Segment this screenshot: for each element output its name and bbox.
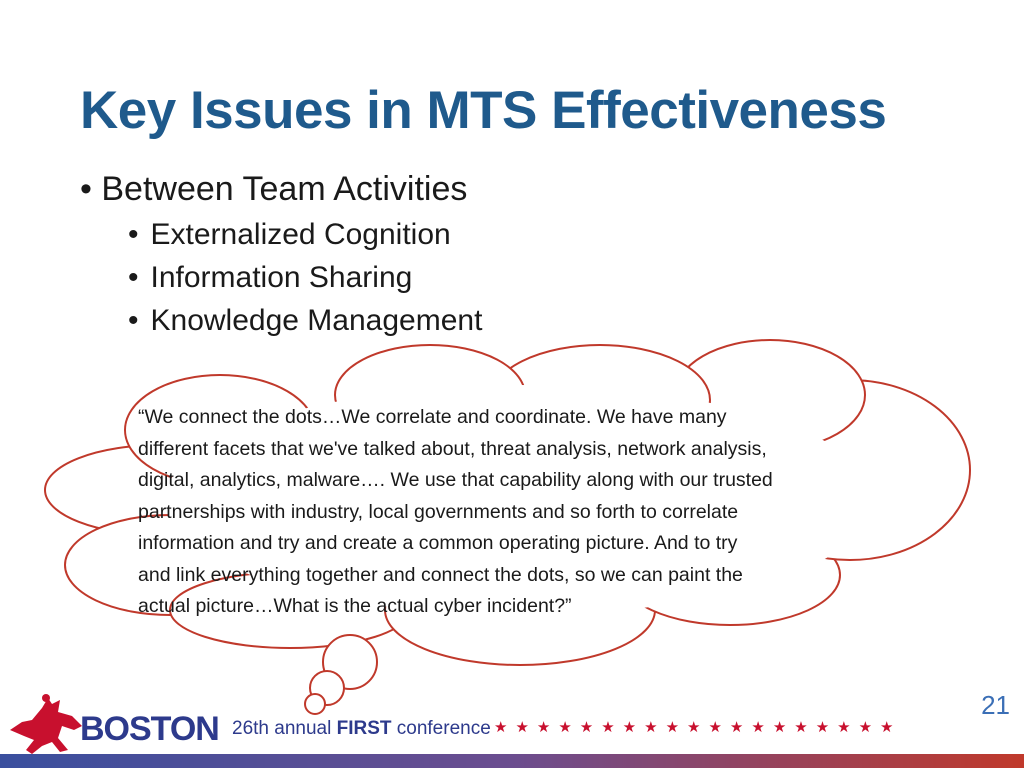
conference-label: 26th annual FIRST conference: [232, 718, 491, 739]
star-row-icon: ★★★★★★★★★★★★★★★★★★★: [494, 719, 902, 736]
subbullet-item: • Knowledge Management: [128, 304, 483, 337]
subbullet-item: • Externalized Cognition: [128, 218, 451, 251]
slide-title: Key Issues in MTS Effectiveness: [80, 81, 887, 140]
bullet-level1: • Between Team Activities: [80, 170, 468, 208]
thought-bubble-small: [305, 694, 325, 714]
quote-text: “We connect the dots…We correlate and coordinate. We have many different facets that we've talked about, threat analysis, network analysis, digital, analytics, malware…. We use that capability along with our trusted partnerships with industry, local governments and so forth to correlate information and try and create a common operating picture. And to try and link everything together and connect the dots, so we can paint the actual picture…What is the actual cyber incident?”: [138, 406, 773, 617]
page-number: 21: [981, 690, 1010, 720]
boston-logo-text: BOSTON: [80, 710, 219, 748]
subbullet-item: • Information Sharing: [128, 261, 413, 294]
horse-rider-logo-icon: [2, 690, 92, 760]
footer-gradient-bar: [0, 754, 1024, 768]
